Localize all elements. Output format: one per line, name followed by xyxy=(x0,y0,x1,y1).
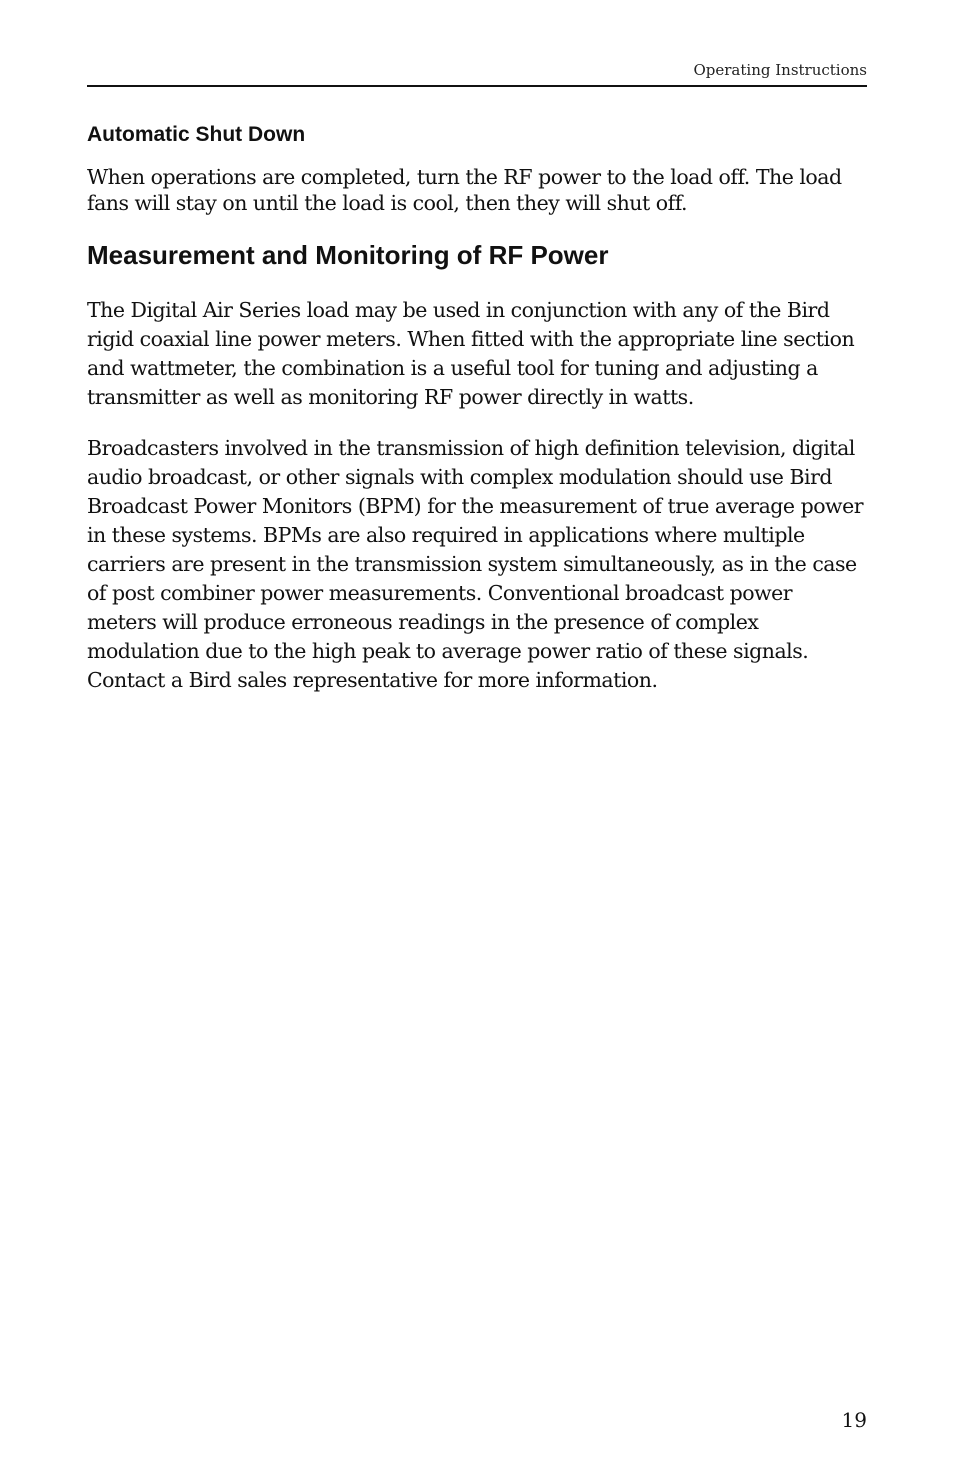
header-rule xyxy=(87,85,867,87)
running-header: Operating Instructions xyxy=(693,61,867,79)
paragraph-digital-air-series: The Digital Air Series load may be used in conjunction with any of the Bird rigid coaxial line power meters. When fitted with the appropriate line section and wattmeter, the combination is a useful tool for tuning and adjusting a transmitter as well as monitoring RF power directly in watts. xyxy=(87,298,855,409)
page-number: 19 xyxy=(841,1408,867,1432)
page-content xyxy=(87,121,867,717)
paragraph-broadcasters: Broadcasters involved in the transmission of high definition television, digital audio broadcast, or other signals with complex modulation should use Bird Broadcast Power Monitors (BPM) for the measurement of true average power in these systems. BPMs are also required in applications where multiple carriers are present in the transmission system simultaneously, as in the case of post combiner power measurements. Conventional broadcast power meters will produce erroneous readings in the presence of complex modulation due to the high peak to average power ratio of these signals. Contact a Bird sales representative for more information. xyxy=(87,436,864,692)
section-heading-measurement-monitoring: Measurement and Monitoring of RF Power xyxy=(87,240,609,270)
section-heading-automatic-shut-down: Automatic Shut Down xyxy=(87,123,306,146)
paragraph-shut-down: When operations are completed, turn the RF power to the load off. The load fans will stay on until the load is cool, then they will shut off. xyxy=(87,165,842,215)
